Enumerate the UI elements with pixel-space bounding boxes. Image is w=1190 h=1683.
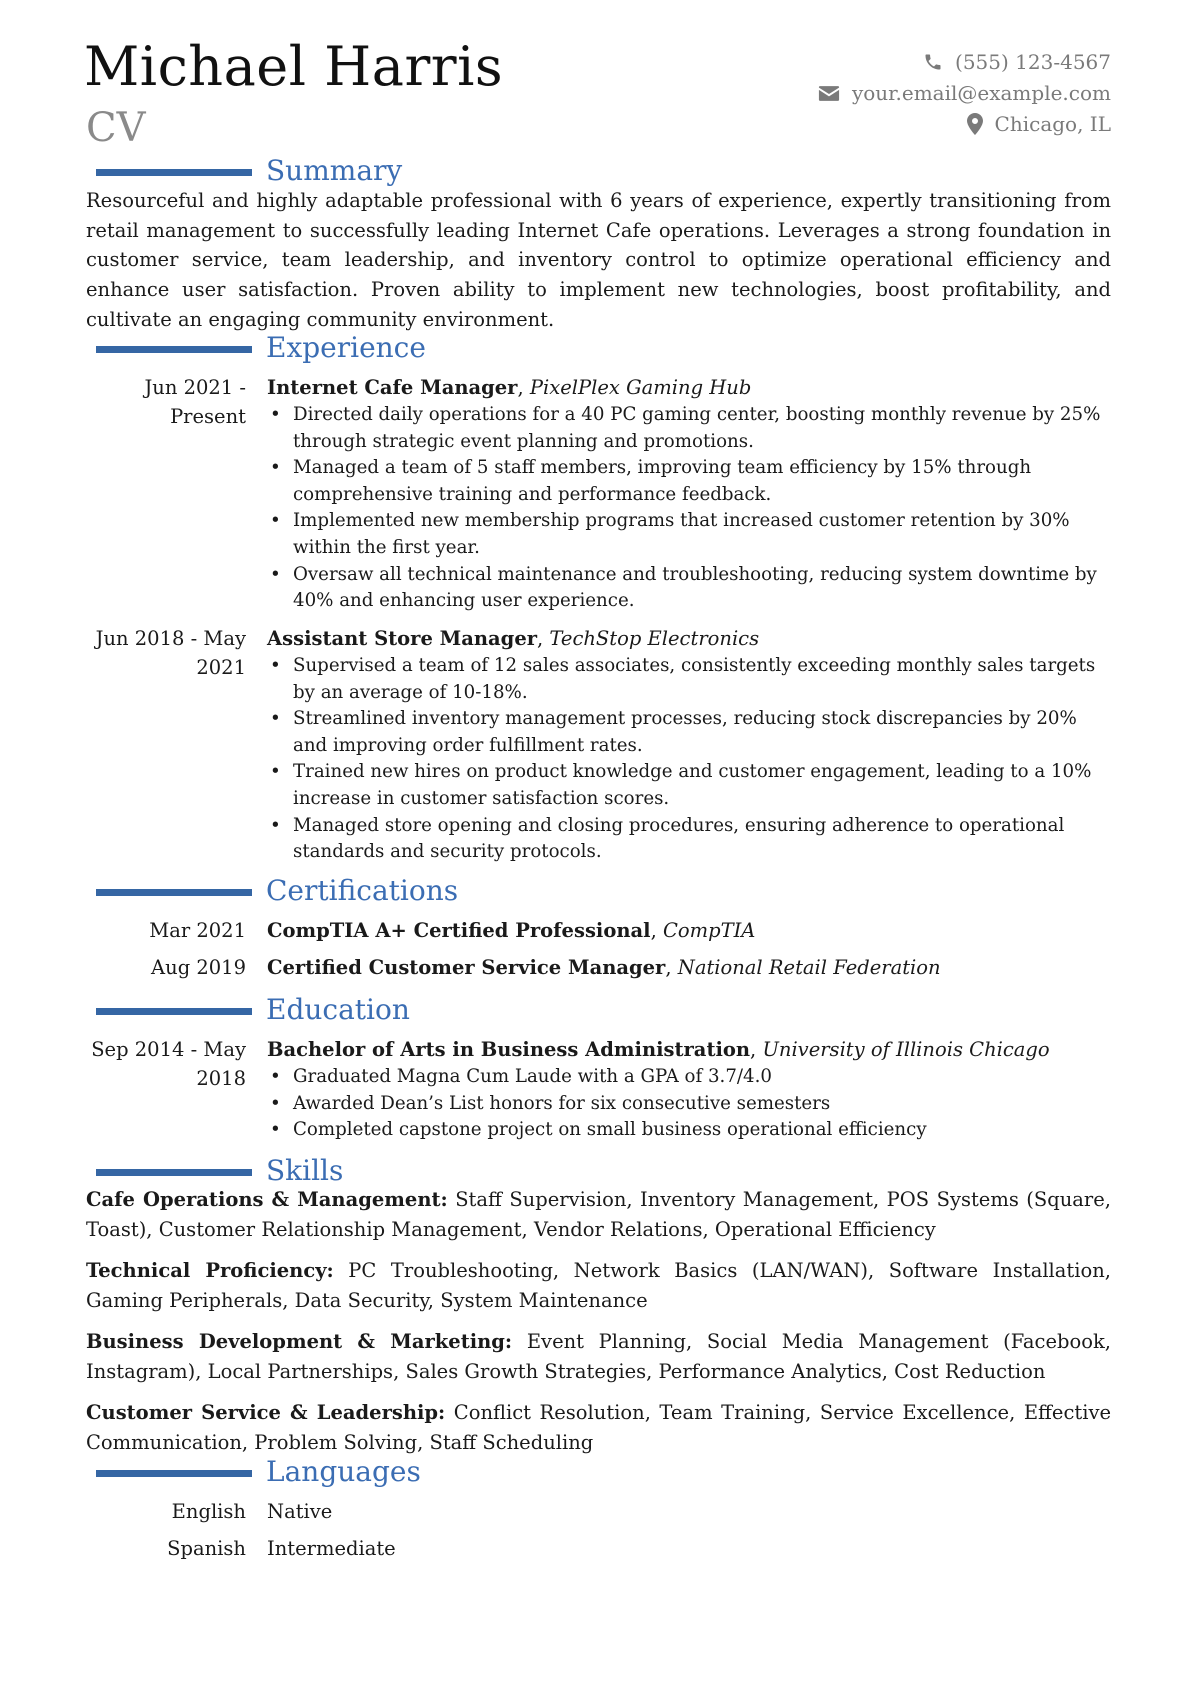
job-bullets [267,402,1112,615]
email-link[interactable]: your.email@example.com [851,81,1111,105]
summary-text: Resourceful and highly adaptable professional with 6 years of experience, expertly transitioning from retail management to successfully leading Internet Cafe operations. Leverages a strong foundation in customer service, team leadership, and inventory control to optimize operational efficiency and enhance user satisfaction. Proven ability to implement new technologies, boost profitability, and cultivate an engaging community environment. [86,189,1111,331]
school-name: University of Illinois Chicago [762,1038,1050,1061]
education-header [96,993,410,1026]
entry-body: Bachelor of Arts in Business Administration, University of Illinois Chicago • Graduated Magna Cum Laude with a GPA of 3.7/4.0 • Awarded Dean’s List honors for six consecutive semesters • Completed capstone project on small business operational efficiency [267,1035,1112,1144]
list-item: • Completed capstone project on small business operational efficiency [267,1117,1112,1144]
contact-info [818,50,1111,136]
list-item: • Streamlined inventory management processes, reducing stock discrepancies by 20% and improving order fulfillment rates. [267,706,1112,759]
phone-text[interactable]: (555) 123-4567 [955,50,1111,74]
language-name: English [171,1500,246,1523]
summary-title: Summary [266,154,403,187]
map-pin-icon [967,113,983,135]
education-bullets [267,1064,1112,1144]
languages-header [96,1455,421,1488]
list-item: • Supervised a team of 12 sales associates, consistently exceeding monthly sales targets by an average of 10-18%. [267,653,1112,706]
language-name: Spanish [167,1537,246,1560]
list-item: • Trained new hires on product knowledge and customer engagement, leading to a 10% increase in customer satisfaction scores. [267,759,1112,812]
degree-name: Bachelor of Arts in Business Administration [267,1038,751,1061]
skills-header [96,1154,344,1187]
entry-date: Aug 2019 [151,956,246,979]
entry-date: Mar 2021 [149,919,246,942]
entry-date: Jun 2021 - Present [144,376,246,428]
language-level: Native [267,1500,333,1523]
skill-group-label: Cafe Operations & Management: [86,1188,448,1211]
summary-header [96,154,403,187]
certification-issuer: CompTIA [662,919,756,942]
list-item: • Graduated Magna Cum Laude with a GPA of 3.7/4.0 [267,1064,1112,1091]
job-bullets [267,653,1112,866]
job-title: Assistant Store Manager [267,627,538,650]
entry-body: Assistant Store Manager, TechStop Electronics • Supervised a team of 12 sales associates, consistently exceeding monthly sales targets by an average of 10-18%. • Streamlined inventory management processes, reducing stock discrepancies by 20% and improving order fulfillment rates. • Trained new hires on product knowledge and customer engagement, leading to a 10% increase in customer satisfaction scores. • Managed store opening and closing procedures, ensuring adherence to operational standards and security protocols. [267,624,1112,866]
contact-location [967,112,1111,136]
contact-email [818,81,1111,105]
list-item: • Awarded Dean’s List honors for six consecutive semesters [267,1091,1112,1118]
language-level: Intermediate [267,1537,396,1560]
employer: PixelPlex Gaming Hub [529,376,752,399]
phone-icon [923,52,943,72]
document-subtitle: CV [86,105,146,151]
entry-body: CompTIA A+ Certified Professional, CompTIA [267,919,756,942]
list-item: • Managed a team of 5 staff members, improving team efficiency by 15% through comprehensive training and performance feedback. [267,455,1112,508]
section-bar [96,169,252,176]
envelope-icon [818,85,840,102]
section-bar [96,346,252,353]
skill-group-value: Staff Supervision, Inventory Management, POS Systems (Square, Toast), Customer Relationship Management, Vendor Relations, Operational Efficiency [86,1188,1111,1241]
skill-group-label: Customer Service & Leadership: [86,1401,446,1424]
employer: TechStop Electronics [549,627,760,650]
contact-phone [923,50,1111,74]
entry-body: Internet Cafe Manager, PixelPlex Gaming Hub • Directed daily operations for a 40 PC gaming center, boosting monthly revenue by 25% through strategic event planning and promotions. • Managed a team of 5 staff members, improving team efficiency by 15% through comprehensive training and performance feedback. • Implemented new membership programs that increased customer retention by 30% within the first year. • Oversaw all technical maintenance and troubleshooting, reducing system downtime by 40% and enhancing user experience. [267,373,1112,615]
skill-group [86,1256,1111,1315]
skill-group [86,1185,1111,1244]
section-bar [96,1008,252,1015]
list-item: • Implemented new membership programs that increased customer retention by 30% within the first year. [267,508,1112,561]
skill-group-value: PC Troubleshooting, Network Basics (LAN/WAN), Software Installation, Gaming Peripherals, Data Security, System Maintenance [86,1259,1111,1312]
languages-title: Languages [266,1455,421,1488]
entry-date: Jun 2018 - May 2021 [95,627,246,679]
skill-group [86,1398,1111,1457]
entry-body: Certified Customer Service Manager, National Retail Federation [267,956,941,979]
certification-name: Certified Customer Service Manager [267,956,666,979]
certification-issuer: National Retail Federation [677,956,941,979]
certification-name: CompTIA A+ Certified Professional [267,919,651,942]
certifications-title: Certifications [266,874,459,907]
section-bar [96,1470,252,1477]
section-bar [96,1169,252,1176]
candidate-name: Michael Harris [84,35,504,98]
skill-group-label: Business Development & Marketing: [86,1330,513,1353]
skill-group [86,1327,1111,1386]
location-text: Chicago, IL [994,112,1111,136]
skill-group-value: Conflict Resolution, Team Training, Service Excellence, Effective Communication, Problem Solving, Staff Scheduling [86,1401,1111,1454]
list-item: • Directed daily operations for a 40 PC gaming center, boosting monthly revenue by 25% through strategic event planning and promotions. [267,402,1112,455]
section-bar [96,889,252,896]
experience-header [96,331,426,364]
experience-title: Experience [266,331,426,364]
skill-group-label: Technical Proficiency: [86,1259,334,1282]
list-item: • Managed store opening and closing procedures, ensuring adherence to operational standards and security protocols. [267,813,1112,866]
education-title: Education [266,993,410,1026]
job-title: Internet Cafe Manager [267,376,518,399]
list-item: • Oversaw all technical maintenance and troubleshooting, reducing system downtime by 40% and enhancing user experience. [267,562,1112,615]
skill-group-value: Event Planning, Social Media Management (Facebook, Instagram), Local Partnerships, Sales Growth Strategies, Performance Analytics, Cost Reduction [86,1330,1111,1383]
certifications-header [96,874,459,907]
entry-date: Sep 2014 - May 2018 [91,1038,246,1090]
skills-title: Skills [266,1154,344,1187]
